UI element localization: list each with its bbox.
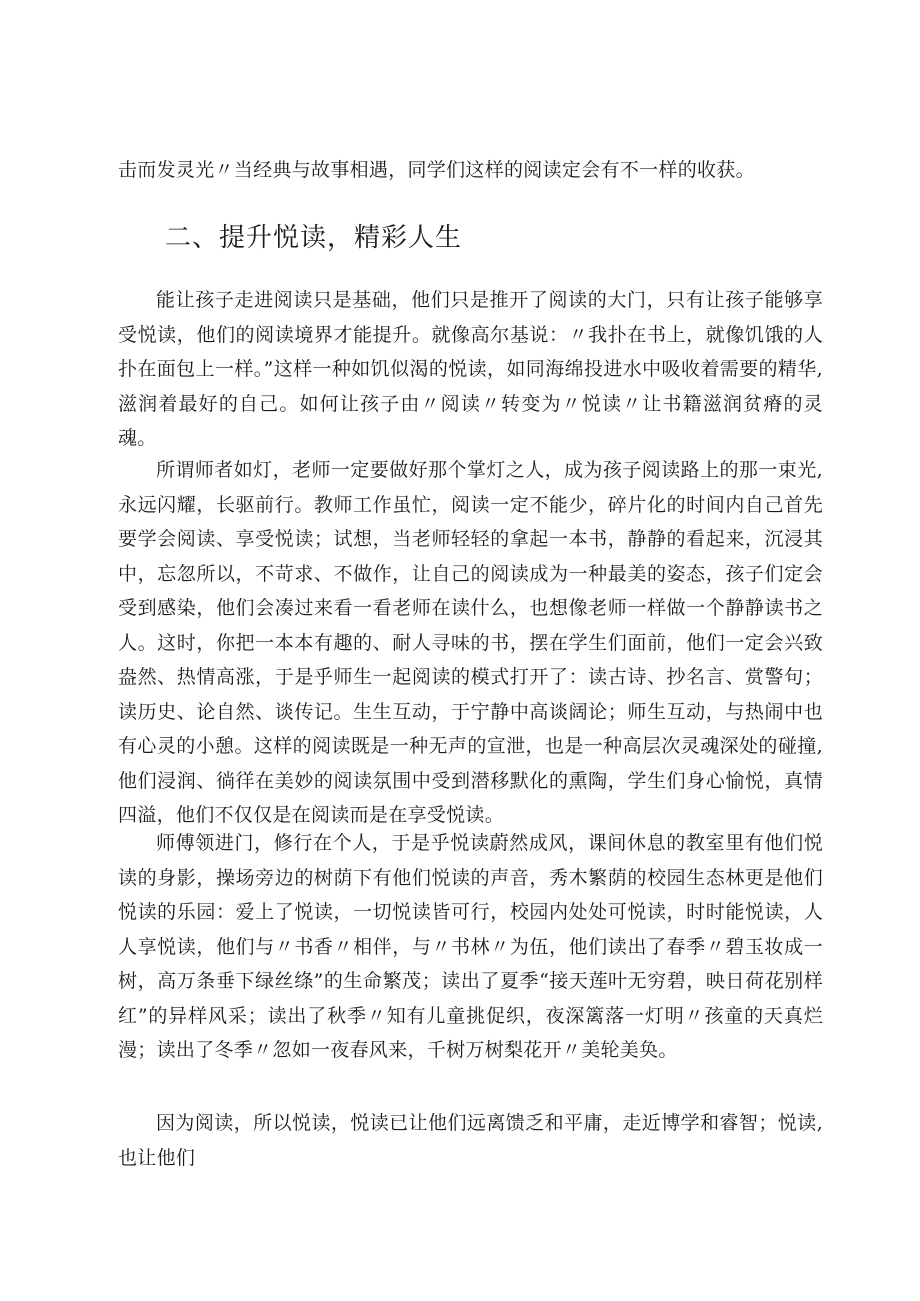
paragraph: 因为阅读，所以悦读，悦读已让他们远离馈乏和平庸，走近博学和睿智；悦读,也让他们: [118, 1112, 823, 1169]
paragraph: 能让孩子走进阅读只是基础，他们只是推开了阅读的大门，只有让孩子能够享受悦读，他们的阅读境界才能提升。就像高尔基说：〃我扑在书上，就像饥饿的人扑在面包上一样。”这样一种如饥似渴的悦读，如同海绵投进水中吸收着需要的精华,滋润着最好的自己。如何让孩子由〃阅读〃转变为〃悦读〃让书籍滋润贫瘠的灵魂。: [118, 289, 823, 449]
paragraph-continuation: 击而发灵光〃当经典与故事相遇，同学们这样的阅读定会有不一样的收获。: [118, 159, 755, 181]
section-heading: 二、提升悦读，精彩人生: [165, 223, 463, 253]
paragraph: 所谓师者如灯，老师一定要做好那个掌灯之人，成为孩子阅读路上的那一束光,永远闪耀，长驱前行。教师工作虽忙，阅读一定不能少，碎片化的时间内自己首先要学会阅读、享受悦读；试想，当老师轻轻的拿起一本书，静静的看起来，沉浸其中，忘忽所以，不苛求、不做作，让自己的阅读成为一种最美的姿态，孩子们定会受到感染，他们会凑过来看一看老师在读什么，也想像老师一样做一个静静读书之人。这时，你把一本本有趣的、耐人寻味的书，摆在学生们面前，他们一定会兴致盎然、热情高涨，于是乎师生一起阅读的模式打开了：读古诗、抄名言、赏警句；读历史、论自然、谈传记。生生互动，于宁静中高谈阔论；师生互动，与热闹中也有心灵的小憩。这样的阅读既是一种无声的宣泄，也是一种高层次灵魂深处的碰撞,他们浸润、徜徉在美妙的阅读氛围中受到潜移默化的熏陶，学生们身心愉悦，真情四溢，他们不仅仅是在阅读而是在享受悦读。: [118, 459, 823, 826]
paragraph: 师傅领进门，修行在个人，于是乎悦读蔚然成风，课间休息的教室里有他们悦读的身影，操场旁边的树荫下有他们悦读的声音，秀木繁荫的校园生态林更是他们悦读的乐园：爱上了悦读，一切悦读皆可行，校园内处处可悦读，时时能悦读，人人享悦读，他们与〃书香〃相伴，与〃书林〃为伍，他们读出了春季〃碧玉妆成一树，高万条垂下绿丝绦”的生命繁茂；读出了夏季“接天莲叶无穷碧，映日荷花别样红”的异样风采；读出了秋季〃知有儿童挑促织，夜深篱落一灯明〃孩童的天真烂漫；读出了冬季〃忽如一夜春风来，千树万树梨花开〃美轮美奂。: [118, 832, 823, 1061]
